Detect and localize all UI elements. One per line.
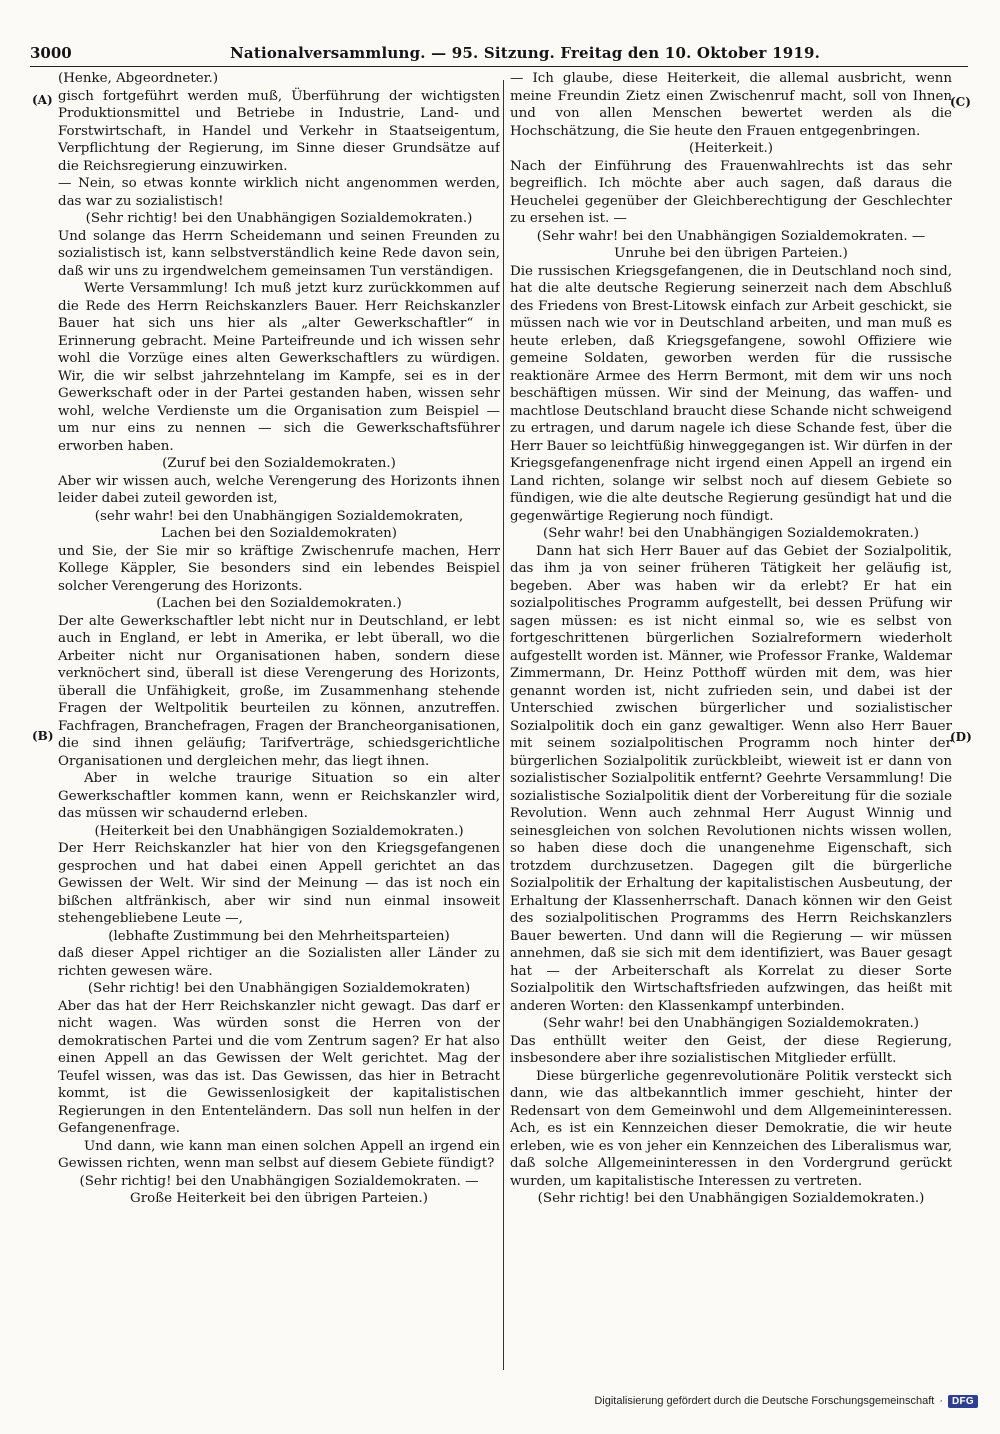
paragraph: und Sie, der Sie mir so kräftige Zwischenrufe machen, Herr Kollege Käppler, Sie besonders sind ein lebendes Beispiel solcher Verengerung des Horizonts. [58, 543, 500, 594]
paragraph: Dann hat sich Herr Bauer auf das Gebiet der Sozialpolitik, das ihm ja von seiner früheren Tätigkeit her geläufig ist, begeben. Aber was haben wir da erlebt? Er hat ein sozialpolitisches Programm aufgestellt, bei dessen Prüfung wir sagen müssen: es ist nicht einmal so, wie es selbst von fortgeschrittenen bürgerlichen Sozialreformern wiederholt aufgestellt worden ist. Männer, wie Professor Franke, Waldemar Zimmermann, Dr. Heinz Potthoff würden mit dem, was hier genannt worden ist, nicht zufrieden sein, und dabei ist der Unterschied zwischen bürgerlicher und sozialistischer Sozialpolitik doch ein ganz gewaltiger. Wenn also Herr Bauer mit seinem sozialpolitischen Programm noch hinter der bürgerlichen Sozialpolitik zurückbleibt, wieweit ist er dann von sozialistischer Sozialpolitik entfernt? Geehrte Versammlung! Die sozialistische Sozialpolitik dient der Vorbereitung für die soziale Revolution. Wenn auch zehnmal Herr August Winnig und seinesgleichen von solchen Revolutionen nichts wissen wollen, so haben diese doch die unangenehme Eigenschaft, sich trotzdem durchzusetzen. Dagegen gilt die bürgerliche Sozialpolitik der Erhaltung der kapitalistischen Ausbeutung, der Erhaltung der Klassenherrschaft. Danach können wir den Geist des sozialpolitischen Programms des Herrn Reichskanzlers Bauer bewerten. Und dann will die Regierung — wir müssen annehmen, daß sie sich mit dem identifiziert, was Bauer gesagt hat — der Arbeiterschaft als Korrelat zu dieser Sorte Sozialpolitik den Wirtschaftsfrieden aufzwingen, das heißt mit anderen Worten: den Klassenkampf unterbinden. [510, 543, 952, 1014]
paragraph: Und solange das Herrn Scheidemann und seinen Freunden zu sozialistisch ist, kann selbstverständlich keine Rede davon sein, daß wir uns zu irgendwelchem gemeinsamen Tun verständigen. [58, 228, 500, 279]
paragraph: Die russischen Kriegsgefangenen, die in Deutschland noch sind, hat die alte deutsche Regierung seinerzeit nach dem Abschluß des Friedens von Brest-Litowsk einfach zur Arbeit geschickt, sie müssen nach wie vor in Deutschland arbeiten, und man muß es heute erleben, daß Kriegsgefangene, sowohl Offiziere wie gemeine Soldaten, geworben werden für die russische reaktionäre Armee des Herrn Bermont, mit dem wir uns noch beschäftigen müssen. Wir sind der Meinung, das waffen- und machtlose Deutschland braucht diese Schande nicht schweigend zu ertragen, und darum nagele ich diese Schande fest, über die Herr Bauer so leichtfüßig hinweggegangen ist. Wir dürfen in der Kriegsgefangenenfrage nicht irgend einen Appell an irgend ein Land richten, solange wir selbst noch auf diesem Gebiete so fündigen, wie die alte deutsche Regierung gesündigt hat und die gegenwärtige Regierung noch fündigt. [510, 263, 952, 524]
paragraph: Das enthüllt weiter den Geist, der diese Regierung, insbesondere aber ihre sozialistischen Mitglieder erfüllt. [510, 1033, 952, 1066]
interjection: (Heiterkeit bei den Unabhängigen Sozialdemokraten.) [94, 823, 464, 839]
interjection: (lebhafte Zustimmung bei den Mehrheitsparteien) [108, 928, 450, 944]
paragraph: daß dieser Appel richtiger an die Sozialisten aller Länder zu richten gewesen wäre. [58, 946, 500, 979]
interjection: (Lachen bei den Sozialdemokraten.) [156, 596, 402, 611]
margin-marker-d: (D) [950, 730, 972, 744]
paragraph: — Ich glaube, diese Heiterkeit, die allemal ausbricht, wenn meine Freundin Zietz einen Zwischenruf macht, soll von Ihnen und von allen Menschen bewertet werden als die Hochschätzung, die Sie heute den Frauen entgegenbringen. [510, 71, 952, 139]
interjection: (Sehr richtig! bei den Unabhängigen Sozialdemokraten) [87, 981, 471, 996]
digitization-footer [594, 1393, 978, 1409]
interjection: (Sehr richtig! bei den Unabhängigen Sozialdemokraten.) [85, 211, 473, 226]
paragraph: Der alte Gewerkschaftler lebt nicht nur in Deutschland, er lebt auch in England, er lebt in Amerika, er lebt überall, wo die Arbeiter nicht nur Organisationen haben, sondern diese verknöchert sind, überall ist diese Verengerung des Horizonts, überall die Unfähigkeit, große, im Zusammenhang stehende Fragen der Weltpolitik beurteilen zu können, anzutreffen. Fachfragen, Branchefragen, Fragen der Brancheorganisationen, die sind ihnen geläufig; Tarifverträge, schiedsgerichtliche Organisationen und dergleichen mehr, das liegt ihnen. [58, 613, 500, 769]
paragraph: gisch fortgeführt werden muß, Überführung der wichtigsten Produktionsmittel und Betriebe in Industrie, Land- und Forstwirtschaft, in Handel und Verkehr in Staatseigentum, Verpflichtung der Regierung, im Sinne dieser Grundsätze auf die Reichsregierung einzuwirken. [58, 88, 500, 174]
interjection: (Sehr wahr! bei den Unabhängigen Sozialdemokraten.) [542, 526, 920, 541]
page-number: 3000 [30, 44, 72, 62]
separator-dot: · [939, 1395, 943, 1407]
footer-text: Digitalisierung gefördert durch die Deutsche Forschungsgemeinschaft [594, 1395, 935, 1407]
column-divider [503, 80, 504, 1370]
right-column [510, 70, 952, 1368]
paragraph: Diese bürgerliche gegenrevolutionäre Politik versteckt sich dann, wie das altbekanntlich immer geschieht, hinter der Redensart von dem Gemeinwohl und dem Allgemeininteressen. Ach, es ist ein Kennzeichen dieser Demokratie, die wir heute erleben, wie es von jeher ein Kennzeichen des Liberalismus war, daß solche Allgemeininteressen in den Vordergrund gerückt wurden, um kapitalistische Interessen zu vertreten. [510, 1068, 952, 1189]
running-title: Nationalversammlung. — 95. Sitzung. Freitag den 10. Oktober 1919. [230, 44, 821, 62]
interjection: (Sehr wahr! bei den Unabhängigen Sozialdemokraten.) [542, 1016, 920, 1031]
interjection: (Sehr richtig! bei den Unabhängigen Sozialdemokraten.) [537, 1191, 925, 1206]
paragraph: Und dann, wie kann man einen solchen Appell an irgend ein Gewissen richten, wenn man selbst auf diesem Gebiete fündigt? [58, 1138, 500, 1171]
paragraph: Nach der Einführung des Frauenwahlrechts ist das sehr begreiflich. Ich möchte aber auch sagen, daß daraus die Heuchelei gegenüber der Gleichberechtigung der Geschlechter zu ersehen ist. — [510, 158, 952, 226]
paragraph: Aber das hat der Herr Reichskanzler nicht gewagt. Das darf er nicht wagen. Was würden sonst die Herren von der demokratischen Partei und die vom Zentrum sagen? Er hat also einen Appell an das Gewissen der Welt gerichtet. Mag der Teufel wissen, was das ist. Das Gewissen, das hier in Betracht kommt, ist die Gewissenlosigkeit der kapitalistischen Regierungen in den Ententeländern. Das soll nun helfen in der Gefangenenfrage. [58, 998, 500, 1136]
header-rule [30, 66, 968, 67]
paragraph: — Nein, so etwas konnte wirklich nicht angenommen werden, das war zu sozialistisch! [58, 176, 500, 209]
interjection: (Heiterkeit.) [689, 141, 773, 156]
dfg-logo: DFG [948, 1395, 978, 1408]
paragraph: Der Herr Reichskanzler hat hier von den Kriegsgefangenen gesprochen und hat dabei einen Appell gerichtet an das Gewissen der Welt. Wir sind der Meinung — das ist noch ein bißchen altfränkisch, aber wir sind nun einmal insoweit stehengebliebene Leute —, [58, 841, 500, 926]
paragraph: Aber in welche traurige Situation so ein alter Gewerkschaftler kommen kann, wenn er Reichskanzler wird, das müssen wir schaudernd erleben. [58, 771, 500, 821]
speaker-line: (Henke, Abgeordneter.) [58, 71, 219, 86]
interjection: (Sehr richtig! bei den Unabhängigen Sozialdemokraten. — Große Heiterkeit bei den übrigen Parteien.) [79, 1173, 479, 1206]
paragraph: Aber wir wissen auch, welche Verengerung des Horizonts ihnen leider dabei zuteil geworden ist, [58, 473, 500, 506]
interjection: (Sehr wahr! bei den Unabhängigen Sozialdemokraten. — Unruhe bei den übrigen Parteien.) [536, 228, 926, 261]
page-header [30, 42, 968, 66]
interjection: (Zuruf bei den Sozialdemokraten.) [162, 456, 396, 471]
margin-marker-b: (B) [32, 729, 54, 743]
paragraph: Werte Versammlung! Ich muß jetzt kurz zurückkommen auf die Rede des Herrn Reichskanzlers Bauer. Herr Reichskanzler Bauer hat sich uns hier als „alter Gewerkschaftler“ in Erinnerung gebracht. Meine Parteifreunde und ich wissen sehr wohl die Vorzüge eines alten Gewerkschaftlers zu würdigen. Wir, die wir selbst jahrzehntelang im Kampfe, sei es in der Gewerkschaft oder in der Partei gestanden haben, wissen sehr wohl, welche Verdienste um die Organisation zum Beispiel — um nur eins zu nennen — sich die Gewerkschaftsführer erworben haben. [58, 281, 500, 454]
left-column [58, 70, 500, 1368]
margin-marker-a: (A) [32, 93, 53, 107]
margin-marker-c: (C) [950, 95, 971, 109]
interjection: (sehr wahr! bei den Unabhängigen Sozialdemokraten, Lachen bei den Sozialdemokraten) [94, 508, 464, 541]
